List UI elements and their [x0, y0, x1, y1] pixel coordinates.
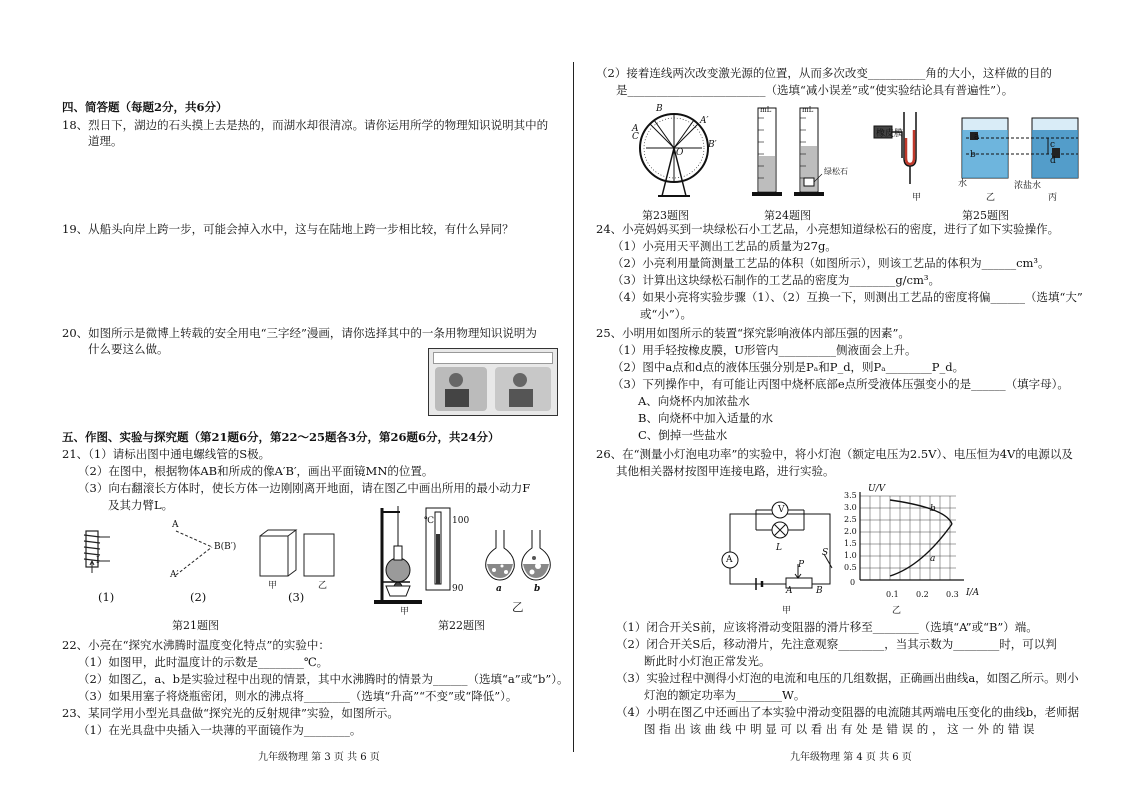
page-divider — [573, 62, 574, 752]
safety-cartoon-image — [428, 348, 558, 416]
q25-option-b: B、向烧杯中加入适量的水 — [638, 411, 773, 425]
fig25-bing-label: 丙 — [1048, 193, 1058, 203]
q20-line2: 什么要这么做。 — [88, 342, 169, 356]
ray-a-prime-label: A′ — [700, 116, 709, 126]
q25-line1: 25、小明用如图所示的装置“探究影响液体内部压强的因素”。 — [596, 326, 910, 340]
point-o-label: O — [676, 148, 684, 158]
point-c-label: C — [632, 132, 639, 142]
q24-line2: （1）小亮用天平测出工艺品的质量为27g。 — [612, 239, 837, 253]
q24-line4: （3）计算出这块绿松石制作的工艺品的密度为________g/cm³。 — [612, 273, 941, 287]
curve-b-label: b — [930, 504, 936, 514]
q21-line2: （2）在图中，根据物体AB和所成的像A′B′，画出平面镜MN的位置。 — [78, 464, 434, 478]
point-c-depth-label: c — [1050, 140, 1056, 150]
rubber-film-label: 橡皮膜 — [876, 129, 904, 139]
section4-header: 四、简答题（每题2分，共6分） — [62, 100, 228, 114]
solenoid-figure — [80, 525, 150, 585]
q22-line2: （1）如图甲，此时温度计的示数是________℃。 — [78, 655, 329, 669]
fig26-yi-label: 乙 — [892, 606, 902, 616]
y-tick-3-0: 3.0 — [844, 503, 857, 512]
graph-x-axis-label: I/A — [966, 588, 980, 598]
q24-line6: 或“小”）。 — [640, 307, 693, 321]
caption-fig21: 第21题图 — [172, 619, 219, 632]
lamp-label: L — [776, 543, 782, 553]
fig25-jia-label: 甲 — [912, 193, 922, 203]
graduated-cylinders-figure — [752, 104, 842, 200]
section5-header: 五、作图、实验与探究题（第21题6分，第22～25题各3分，第26题6分，共24分） — [62, 430, 500, 444]
thermo-90-label: 90 — [452, 584, 464, 594]
water-label: 水 — [958, 179, 968, 189]
rheostat-b-label: B — [816, 586, 823, 596]
right-footer: 九年级物理 第 4 页 共 6 页 — [790, 752, 912, 763]
voltmeter-label: V — [778, 505, 785, 515]
q25-option-a: A、向烧杯内加浓盐水 — [638, 394, 750, 408]
q21-line4: 及其力臂L。 — [108, 498, 174, 512]
caption-fig25: 第25题图 — [962, 209, 1009, 222]
q23-line1: 23、某同学用小型光具盘做“探究光的反射规律”实验，如图所示。 — [62, 706, 399, 720]
fig25-yi-label: 乙 — [986, 193, 996, 203]
current-label: I — [96, 556, 100, 566]
slider-p-label: P — [798, 560, 805, 570]
q26-sub1: （1）闭合开关S前，应该将滑动变阻器的滑片移至________（选填“A”或“B”）端。 — [616, 620, 1038, 634]
cuboid-yi-label: 乙 — [318, 581, 328, 591]
point-b-depth-label: b — [970, 150, 976, 160]
ray-b-prime-label: B′ — [708, 140, 717, 150]
y-tick-3-5: 3.5 — [844, 491, 857, 500]
fig22-jia-label: 甲 — [400, 607, 410, 617]
y-tick-1-5: 1.5 — [844, 539, 857, 548]
q26-line2: 其他相关器材按图甲连接电路，进行实验。 — [616, 464, 835, 478]
caption-fig22: 第22题图 — [438, 619, 485, 632]
fig21-label-2: (2) — [190, 590, 207, 604]
point-a-depth-label: a — [974, 132, 980, 142]
cuboid-jia-label: 甲 — [268, 581, 278, 591]
flasks-figure — [482, 528, 558, 584]
thermo-100-label: 100 — [452, 516, 470, 526]
x-tick-0-2: 0.2 — [916, 590, 929, 599]
x-tick-0-3: 0.3 — [946, 590, 959, 599]
curve-a-label: a — [930, 554, 936, 564]
q19: 19、从船头向岸上跨一步，可能会掉入水中，这与在陆地上跨一步相比较，有什么异同？ — [62, 222, 514, 236]
mirror-rays-figure — [170, 525, 230, 585]
cylinder1-unit: mL — [760, 106, 772, 114]
q22-line4: （3）如果用塞子将烧瓶密闭，则水的沸点将________（选填“升高”“不变”或“降低”）。 — [78, 689, 518, 703]
q26-sub4: （4）小明在图乙中还画出了本实验中滑动变阻器的电流随其两端电压变化的曲线b，老师据 — [616, 705, 1080, 719]
q25-line2: （1）用手轻按橡皮膜，U形管内__________侧液面会上升。 — [612, 343, 917, 357]
point-d-depth-label: d — [1050, 156, 1056, 166]
q23-line4: 是________________________（选填“减小误差”或“使实验结论具有普遍性”）。 — [616, 83, 1014, 97]
pressure-gauge-figure — [870, 108, 1090, 194]
fig26-jia-label: 甲 — [782, 606, 792, 616]
q26-line1: 26、在“测量小灯泡电功率”的实验中，将小灯泡（额定电压为2.5V）、电压恒为4V的电源以及 — [596, 447, 1073, 461]
cylinder2-unit: mL — [802, 106, 814, 114]
y-tick-0: 0 — [850, 578, 856, 587]
q22-line1: 22、小亮在“探究水沸腾时温度变化特点”的实验中： — [62, 638, 330, 652]
caption-fig24: 第24题图 — [764, 209, 811, 222]
ray-b-label: B — [656, 104, 663, 114]
q24-line3: （2）小亮利用量筒测量工艺品的体积（如图所示），则该工艺品的体积为______cm³。 — [612, 256, 1050, 270]
caption-fig23: 第23题图 — [642, 209, 689, 222]
y-tick-0-5: 0.5 — [844, 563, 857, 572]
q26-sub4-cont: 图 指 出 该 曲 线 中 明 显 可 以 看 出 有 处 是 错 误 的 ， 这 一 外 的 错 误 — [644, 722, 1035, 736]
fig21-label-1: (1) — [98, 590, 115, 604]
point-b-label: B(B′) — [214, 542, 237, 552]
q24-line5: （4）如果小亮将实验步骤（1）、（2）互换一下，则测出工艺品的密度将偏______（选填“大” — [612, 290, 1083, 304]
point-a-label: A — [172, 520, 179, 530]
q26-sub3: （3）实验过程中测得小灯泡的电流和电压的几组数据，正确画出曲线a，如图乙所示。则小 — [616, 671, 1079, 685]
boiling-apparatus-figure — [372, 502, 462, 614]
q25-line4: （3）下列操作中，有可能让丙图中烧杯底部e点所受液体压强变小的是______（填字母）。 — [612, 377, 1069, 391]
q26-sub2-cont: 断此时小灯泡正常发光。 — [644, 654, 771, 668]
y-tick-2-0: 2.0 — [844, 527, 857, 536]
q26-sub3-cont: 灯泡的额定功率为________W。 — [644, 688, 806, 702]
stone-label: 绿松石 — [824, 167, 848, 176]
q21-line3: （3）向右翻滚长方体时，使长方体一边刚刚离开地面，请在图乙中画出所用的最小动力F — [78, 481, 531, 495]
fig21-label-3: (3) — [288, 590, 305, 604]
celsius-label: ℃ — [424, 516, 435, 526]
ui-graph — [860, 496, 966, 590]
q18-line2: 道理。 — [88, 134, 123, 148]
flask-a-label: a — [496, 584, 502, 594]
flask-b-label: b — [534, 584, 541, 594]
q23-line3: （2）接着连线两次改变激光源的位置，从而多次改变__________角的大小，这样做的目的 — [596, 66, 1052, 80]
q22-line3: （2）如图乙，a、b是实验过程中出现的情景，其中水沸腾时的情景为______（选填“a”或“b”）。 — [78, 672, 569, 686]
switch-label: S — [822, 548, 829, 558]
rheostat-a-label: A — [786, 586, 793, 596]
y-tick-2-5: 2.5 — [844, 515, 857, 524]
ray-a-label: A — [632, 124, 639, 134]
salt-water-label: 浓盐水 — [1014, 181, 1042, 191]
q21-line1: 21、（1）请标出图中通电螺线管的S极。 — [62, 447, 271, 461]
q20-line1: 20、如图所示是微博上转载的安全用电“三字经”漫画，请你选择其中的一条用物理知识说明为 — [62, 326, 537, 340]
q23-line2: （1）在光具盘中央插入一块薄的平面镜作为________。 — [78, 723, 362, 737]
q25-line3: （2）图中a点和d点的液体压强分别是Pₐ和P_d，则Pₐ________P_d。 — [612, 360, 965, 374]
q25-option-c: C、倒掉一些盐水 — [638, 428, 728, 442]
x-tick-0-1: 0.1 — [886, 590, 899, 599]
left-footer: 九年级物理 第 3 页 共 6 页 — [258, 752, 380, 763]
q24-line1: 24、小亮妈妈买到一块绿松石小工艺品，小亮想知道绿松石的密度，进行了如下实验操作。 — [596, 222, 1060, 236]
graph-y-axis-label: U/V — [868, 484, 886, 494]
cuboid-figure — [258, 528, 338, 580]
point-a-prime-label: A′ — [170, 570, 179, 580]
ammeter-label: A — [726, 555, 733, 565]
y-tick-1-0: 1.0 — [844, 551, 857, 560]
fig22-yi-label: 乙 — [512, 600, 524, 614]
q26-sub2: （2）闭合开关S后，移动滑片，先注意观察________，当其示数为________时，可以判 — [616, 637, 1057, 651]
q18-line1: 18、烈日下，湖边的石头摸上去是热的，而湖水却很清凉。请你运用所学的物理知识说明其中的 — [62, 118, 549, 132]
